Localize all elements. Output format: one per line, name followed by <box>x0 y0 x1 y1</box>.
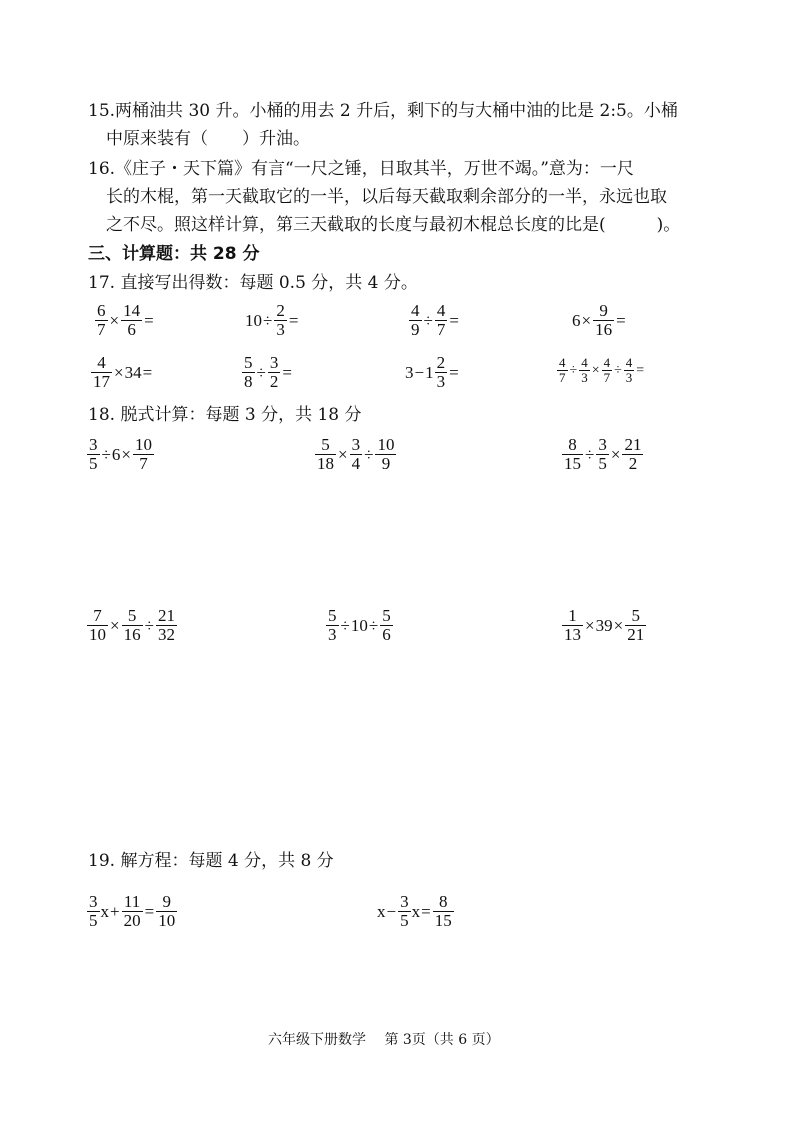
q16-line2: 长的木棍，第一天截取它的一半，以后每天截取剩余部分的一半，永远也取 <box>106 187 667 207</box>
numerator: 21 <box>157 606 175 625</box>
equals-sign: = <box>449 362 459 382</box>
denominator: 21 <box>627 625 645 644</box>
denominator: 18 <box>317 454 334 473</box>
q18-expr-3 <box>561 436 644 473</box>
times-sign: × <box>114 362 124 382</box>
divide-sign: ÷ <box>144 615 154 635</box>
integer: 3 <box>405 362 414 382</box>
q16-line3: 之不尽。照这样计算，第三天截取的长度与最初木棍总长度的比是( )。 <box>106 215 681 235</box>
q17-expr-5 <box>90 354 153 391</box>
numerator: 3 <box>89 892 98 911</box>
minus-sign: − <box>386 901 397 921</box>
denominator: 20 <box>123 911 141 930</box>
minus-sign: − <box>414 362 425 382</box>
divide-sign: ÷ <box>585 444 595 464</box>
denominator: 15 <box>434 911 452 930</box>
denominator: 10 <box>158 911 176 930</box>
equals-sign: = <box>636 362 645 378</box>
page-footer: 六年级下册数学 第 3页（共 6 页） <box>268 1032 500 1048</box>
numerator: 11 <box>123 892 141 911</box>
variable-x: x <box>377 901 386 921</box>
numerator: 3 <box>89 435 98 454</box>
q18-expr-1 <box>86 436 155 473</box>
numerator: 2 <box>276 301 285 320</box>
q18-expr-4 <box>86 607 178 644</box>
denominator: 5 <box>598 454 607 473</box>
whole-part: 1 <box>425 362 434 382</box>
equals-sign: = <box>449 310 459 330</box>
divide-sign: ÷ <box>340 615 350 635</box>
numerator: 8 <box>568 435 577 454</box>
q17-expr-6 <box>241 354 293 391</box>
denominator: 5 <box>89 454 98 473</box>
denominator: 3 <box>328 625 337 644</box>
q19-equation-1 <box>86 893 178 930</box>
times-sign: × <box>591 362 600 378</box>
plus-sign: + <box>110 901 120 921</box>
denominator: 16 <box>123 625 141 644</box>
numerator: 5 <box>244 353 253 372</box>
numerator: 2 <box>436 353 446 372</box>
q17-expr-4 <box>572 302 627 339</box>
denominator: 9 <box>381 454 391 473</box>
denominator: 9 <box>411 320 420 339</box>
times-sign: × <box>110 615 120 635</box>
numerator: 5 <box>127 606 137 625</box>
numerator: 8 <box>438 892 448 911</box>
denominator: 2 <box>269 372 279 391</box>
denominator: 4 <box>351 454 361 473</box>
q19-equation-2 <box>377 893 455 930</box>
denominator: 7 <box>436 320 446 339</box>
times-sign: × <box>581 310 592 330</box>
denominator: 6 <box>127 320 136 339</box>
times-sign: × <box>585 615 595 635</box>
numerator: 4 <box>581 355 588 370</box>
numerator: 4 <box>436 301 446 320</box>
denominator: 3 <box>625 370 633 385</box>
numerator: 3 <box>269 353 279 372</box>
times-sign: × <box>610 444 621 464</box>
numerator: 1 <box>568 606 577 625</box>
divide-sign: ÷ <box>368 615 379 635</box>
denominator: 7 <box>139 454 148 473</box>
divide-sign: ÷ <box>256 362 266 382</box>
denominator: 7 <box>603 370 611 385</box>
denominator: 3 <box>276 320 285 339</box>
q17-expr-2 <box>245 302 299 339</box>
q18-expr-6 <box>561 607 647 644</box>
q17-expr-3 <box>408 302 460 339</box>
denominator: 10 <box>89 625 106 644</box>
q15-line2: 中原来装有（ ）升油。 <box>106 129 310 149</box>
denominator: 32 <box>157 625 175 644</box>
denominator: 17 <box>93 372 110 391</box>
denominator: 5 <box>89 911 98 930</box>
denominator: 3 <box>581 370 588 385</box>
q17-title: 17. 直接写出得数：每题 0.5 分，共 4 分。 <box>88 273 418 293</box>
numerator: 9 <box>599 301 608 320</box>
numerator: 3 <box>400 892 409 911</box>
numerator: 21 <box>624 435 642 454</box>
q19-title: 19. 解方程：每题 4 分，共 8 分 <box>88 851 334 871</box>
section-title: 三、计算题：共 28 分 <box>88 244 260 264</box>
numerator: 10 <box>134 435 152 454</box>
q17-expr-1 <box>94 302 155 339</box>
equals-sign: = <box>616 310 626 330</box>
integer: 6 <box>111 444 121 464</box>
variable-x: x <box>100 901 109 921</box>
integer: 10 <box>245 310 262 330</box>
divide-sign: ÷ <box>263 310 273 330</box>
times-sign: × <box>109 310 120 330</box>
denominator: 2 <box>628 454 638 473</box>
numerator: 14 <box>123 301 141 320</box>
numerator: 6 <box>97 301 106 320</box>
denominator: 7 <box>97 320 106 339</box>
numerator: 5 <box>321 435 330 454</box>
integer: 6 <box>572 310 581 330</box>
equals-sign: = <box>282 362 292 382</box>
denominator: 16 <box>595 320 613 339</box>
divide-sign: ÷ <box>101 444 111 464</box>
numerator: 5 <box>631 606 640 625</box>
numerator: 4 <box>411 301 420 320</box>
numerator: 4 <box>97 353 106 372</box>
divide-sign: ÷ <box>423 310 433 330</box>
times-sign: × <box>121 444 131 464</box>
q17-expr-8 <box>556 356 645 385</box>
q16-line1: 16.《庄子・天下篇》有言“一尺之锤，日取其半，万世不竭。”意为：一尺 <box>88 159 634 179</box>
numerator: 5 <box>328 606 337 625</box>
denominator: 8 <box>244 372 253 391</box>
denominator: 3 <box>436 372 446 391</box>
q17-expr-7 <box>405 354 460 391</box>
denominator: 6 <box>382 625 391 644</box>
variable-x: x <box>411 901 421 921</box>
numerator: 4 <box>625 355 633 370</box>
numerator: 3 <box>598 435 607 454</box>
divide-sign: ÷ <box>569 362 578 378</box>
denominator: 15 <box>564 454 581 473</box>
times-sign: × <box>613 615 624 635</box>
integer: 39 <box>595 615 613 635</box>
numerator: 3 <box>351 435 361 454</box>
numerator: 10 <box>377 435 395 454</box>
numerator: 7 <box>93 606 102 625</box>
q18-expr-5 <box>325 607 394 644</box>
equals-sign: = <box>142 362 153 382</box>
divide-sign: ÷ <box>364 444 374 464</box>
denominator: 5 <box>400 911 409 930</box>
equals-sign: = <box>144 901 155 921</box>
numerator: 9 <box>162 892 171 911</box>
equals-sign: = <box>288 310 299 330</box>
denominator: 13 <box>564 625 581 644</box>
denominator: 7 <box>559 370 566 385</box>
q18-title: 18. 脱式计算：每题 3 分，共 18 分 <box>88 405 362 425</box>
numerator: 5 <box>382 606 391 625</box>
numerator: 4 <box>603 355 611 370</box>
integer: 34 <box>124 362 142 382</box>
integer: 10 <box>350 615 368 635</box>
q18-expr-2 <box>314 436 397 473</box>
divide-sign: ÷ <box>614 362 622 378</box>
numerator: 4 <box>559 355 566 370</box>
times-sign: × <box>338 444 348 464</box>
equals-sign: = <box>144 310 154 330</box>
q15-line1: 15.两桶油共 30 升。小桶的用去 2 升后，剩下的与大桶中油的比是 2:5。小桶 <box>88 101 678 121</box>
equals-sign: = <box>421 901 431 921</box>
